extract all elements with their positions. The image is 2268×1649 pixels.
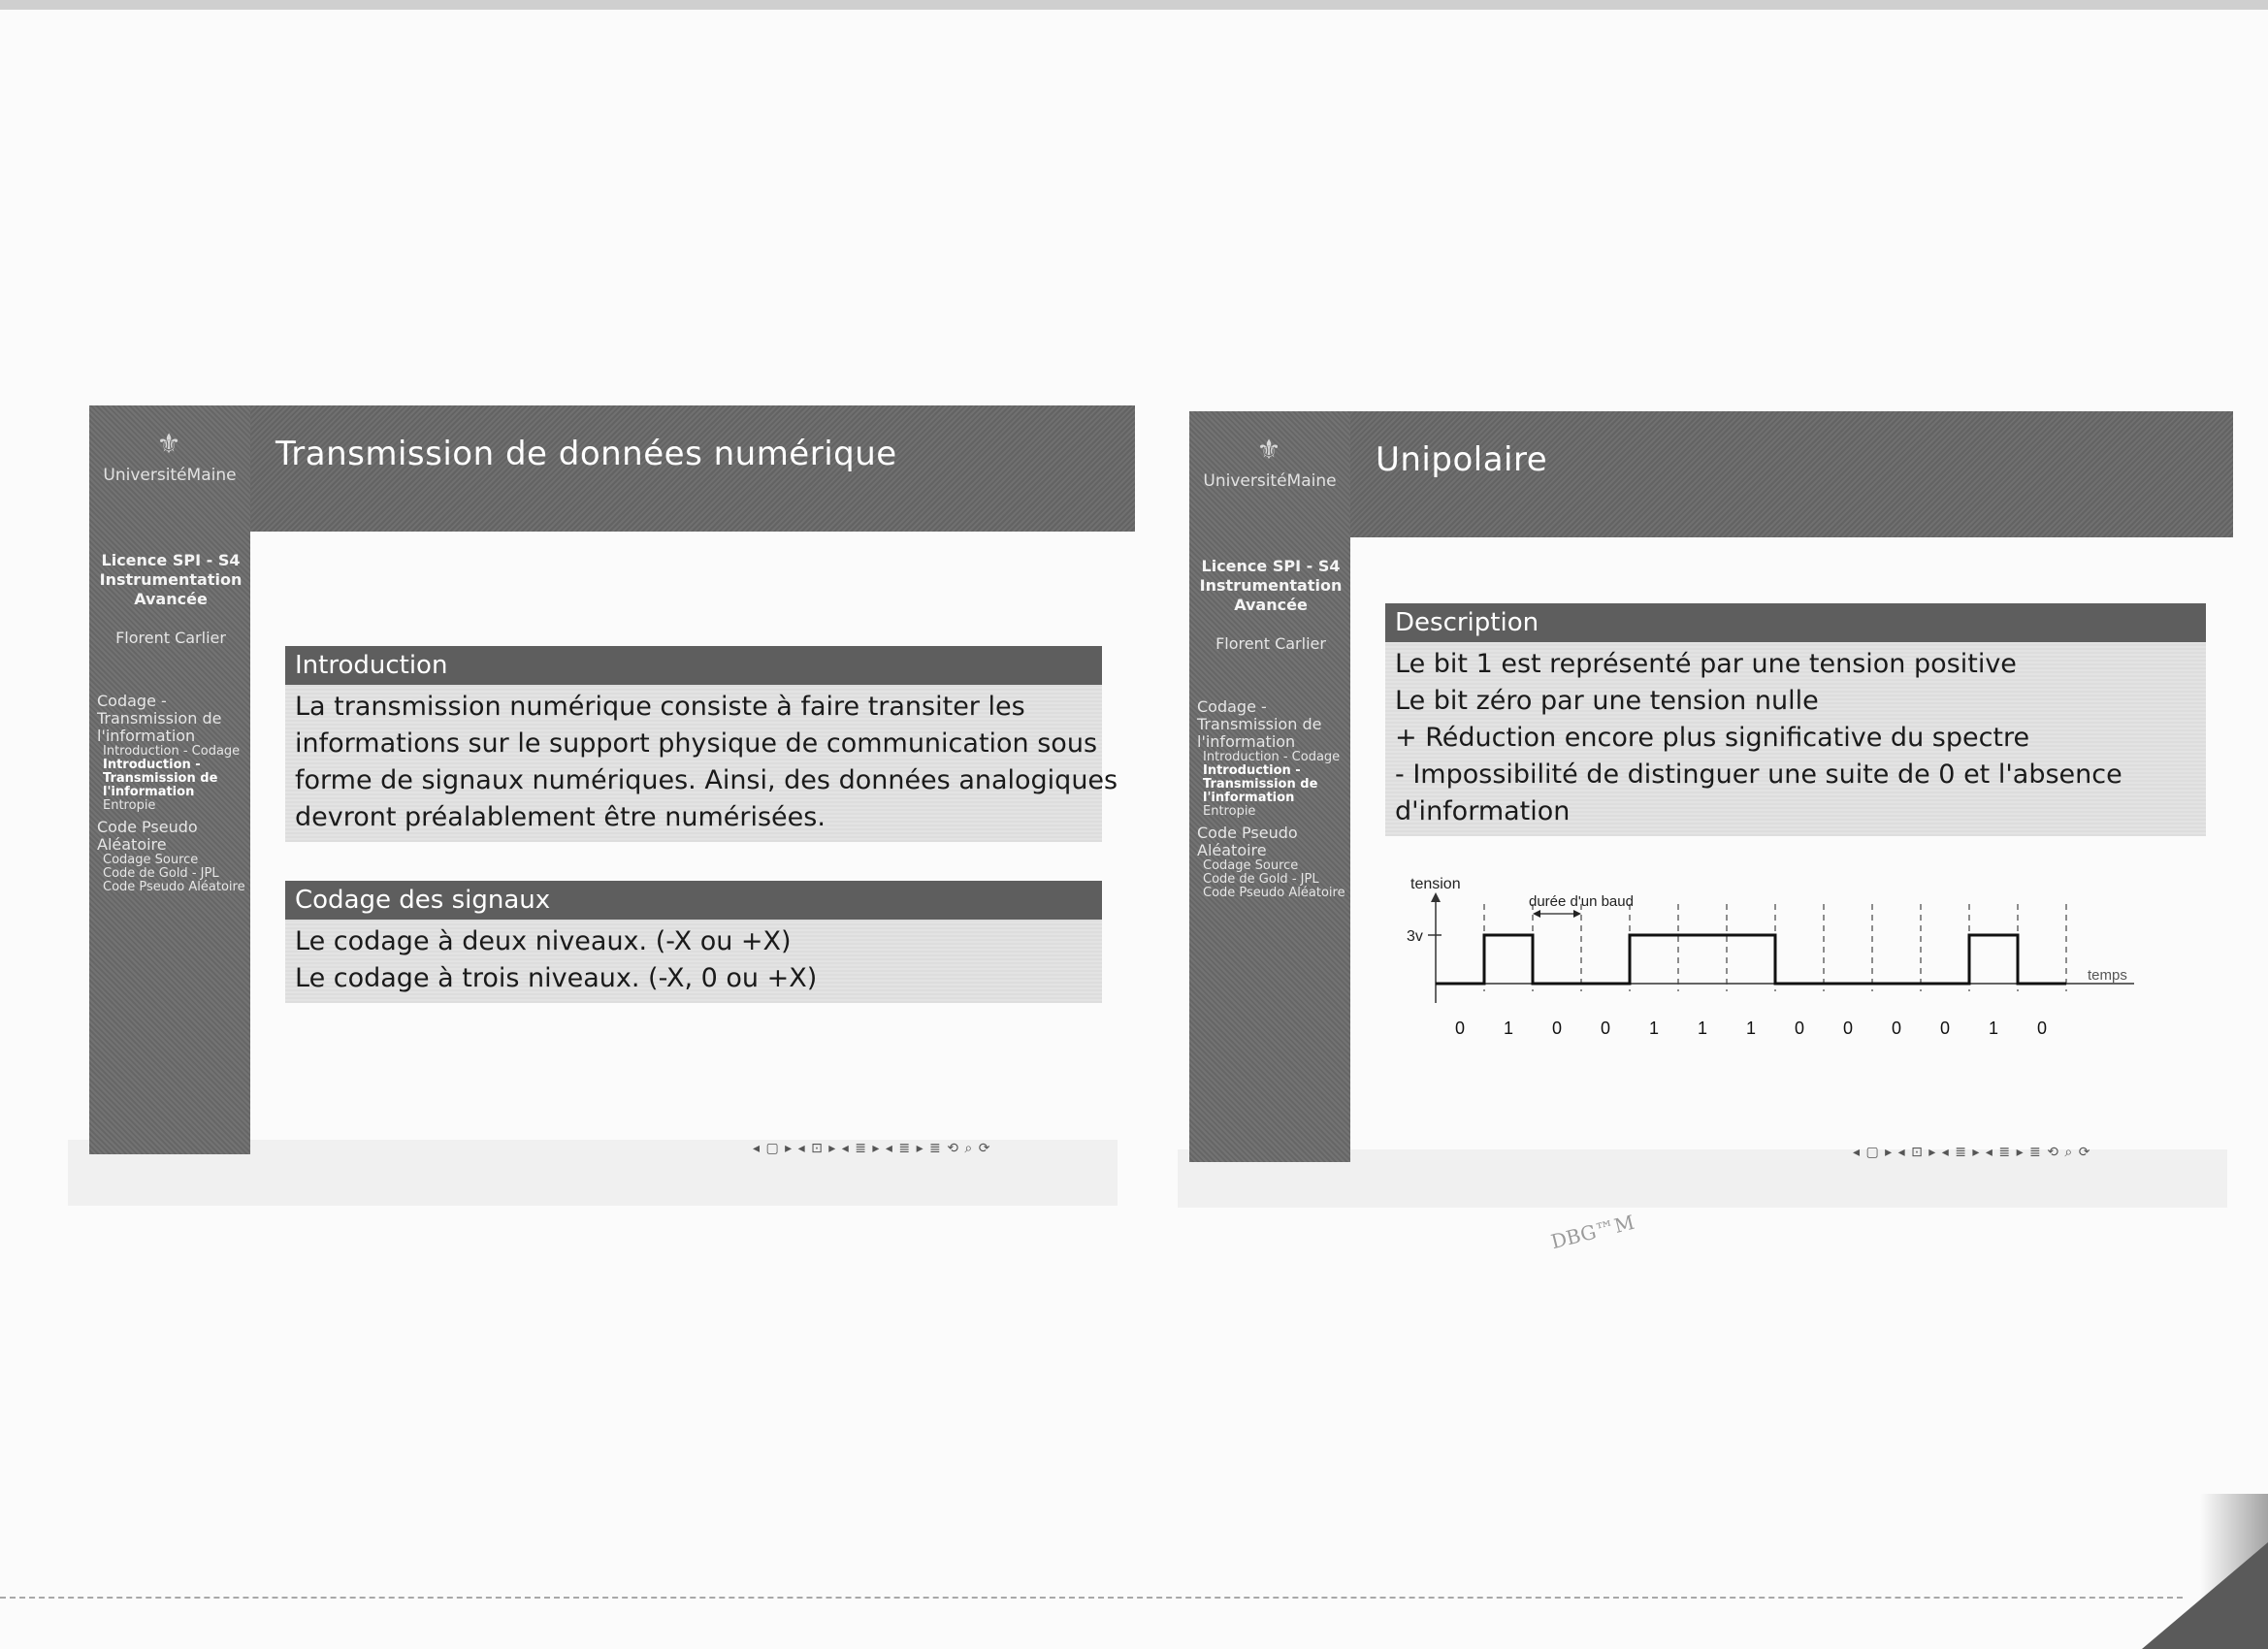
- unipolar-signal-chart: [1407, 877, 2202, 1042]
- sidebar-author: Florent Carlier: [1215, 634, 1326, 653]
- block-line: forme de signaux numériques. Ainsi, des données analogiques: [295, 765, 1118, 795]
- sidebar-nav-item[interactable]: Introduction - Transmission de l'information: [1203, 763, 1318, 805]
- bit-label: 1: [1745, 1018, 1757, 1038]
- baud-annotation-label: durée d'un baud: [1529, 893, 1634, 910]
- university-crest-icon: ⚜: [156, 428, 181, 460]
- scan-top-edge: [0, 0, 2268, 10]
- block-heading: Codage des signaux: [285, 881, 1102, 920]
- block-line: Le codage à deux niveaux. (-X ou +X): [295, 926, 792, 956]
- bit-label: 0: [1842, 1018, 1854, 1038]
- handwritten-note: DBG™M: [1548, 1210, 1637, 1254]
- bit-label: 0: [1891, 1018, 1902, 1038]
- sidebar-nav-item[interactable]: Code Pseudo Aléatoire: [1197, 824, 1298, 859]
- sidebar-nav-item[interactable]: Introduction - Codage: [103, 744, 241, 759]
- x-axis-label: temps: [2088, 967, 2127, 984]
- codage-block: [285, 881, 1102, 1003]
- sidebar-nav-item[interactable]: Code de Gold - JPL: [103, 866, 219, 881]
- university-logo: [97, 429, 243, 487]
- sidebar-nav-item[interactable]: Code de Gold - JPL: [1203, 872, 1319, 887]
- beamer-navigation[interactable]: ◂ ▢ ▸ ◂ ⊡ ▸ ◂ ≣ ▸ ◂ ≣ ▸ ≣ ⟲ ⌕ ⟳: [753, 1141, 991, 1156]
- slide-2: [1189, 411, 2233, 1162]
- slide-title: Transmission de données numérique: [275, 435, 897, 473]
- bit-label: 1: [1648, 1018, 1660, 1038]
- university-logo: [1197, 435, 1343, 493]
- bit-label: 0: [1454, 1018, 1466, 1038]
- bit-label: 0: [1551, 1018, 1563, 1038]
- block-line: - Impossibilité de distinguer une suite de 0 et l'absence: [1395, 760, 2122, 790]
- title-bar: [1350, 411, 2233, 537]
- sidebar-nav-item[interactable]: Codage - Transmission de l'information: [97, 692, 222, 745]
- signal-waveform: [1436, 935, 2066, 984]
- baud-arrow-right: [1573, 910, 1581, 918]
- university-crest-icon: ⚜: [1256, 434, 1281, 466]
- block-line: Le bit zéro par une tension nulle: [1395, 686, 1819, 716]
- sidebar-nav-item[interactable]: Introduction - Codage: [1203, 750, 1341, 764]
- sidebar-nav: [97, 687, 248, 894]
- sidebar-nav-item[interactable]: Code Pseudo Aléatoire: [1203, 886, 1345, 900]
- scan-corner: [2142, 1542, 2268, 1649]
- sidebar: [1189, 411, 1350, 1162]
- block-line: informations sur le support physique de communication sous: [295, 728, 1098, 759]
- block-body: [1385, 642, 2206, 836]
- bit-label: 1: [1988, 1018, 1999, 1038]
- scan-fold-line: [0, 1597, 2183, 1599]
- slide-1: [89, 405, 1135, 1154]
- bit-label: 0: [1794, 1018, 1805, 1038]
- sidebar-nav-item[interactable]: Codage - Transmission de l'information: [1197, 697, 1322, 751]
- block-heading: Introduction: [285, 646, 1102, 685]
- logo-text: UniversitéMaine: [1203, 471, 1337, 491]
- logo-text: UniversitéMaine: [103, 466, 237, 485]
- baud-arrow-left: [1533, 910, 1540, 918]
- y-axis-label: tension: [1410, 877, 1461, 892]
- block-line: d'information: [1395, 796, 1571, 826]
- block-line: devront préalablement être numérisées.: [295, 802, 826, 832]
- y-tick-label: 3v: [1407, 928, 1423, 945]
- bit-label: 0: [1600, 1018, 1611, 1038]
- sidebar-nav-item[interactable]: Codage Source: [1203, 858, 1299, 873]
- bit-label: 0: [2036, 1018, 2048, 1038]
- sidebar-nav-item[interactable]: Codage Source: [103, 853, 199, 867]
- sidebar-nav-item[interactable]: Code Pseudo Aléatoire: [97, 818, 198, 854]
- sidebar-nav-item[interactable]: Entropie: [103, 798, 156, 813]
- block-heading: Description: [1385, 603, 2206, 642]
- title-bar: [250, 405, 1135, 532]
- sidebar-nav-item[interactable]: Introduction - Transmission de l'information: [103, 758, 218, 799]
- block-line: Le bit 1 est représenté par une tension positive: [1395, 649, 2017, 679]
- slide-title: Unipolaire: [1376, 440, 1548, 479]
- beamer-navigation[interactable]: ◂ ▢ ▸ ◂ ⊡ ▸ ◂ ≣ ▸ ◂ ≣ ▸ ≣ ⟲ ⌕ ⟳: [1853, 1145, 2091, 1160]
- sidebar: [89, 405, 250, 1154]
- block-body: [285, 920, 1102, 1003]
- sidebar-course-title: Licence SPI - S4 Instrumentation Avancée: [1199, 557, 1343, 614]
- block-body: [285, 685, 1118, 842]
- sidebar-course-title: Licence SPI - S4 Instrumentation Avancée: [99, 551, 243, 608]
- bit-label: 1: [1697, 1018, 1708, 1038]
- sidebar-nav: [1197, 693, 1348, 900]
- intro-block: [285, 646, 1118, 842]
- bit-label: 0: [1939, 1018, 1951, 1038]
- sidebar-author: Florent Carlier: [115, 629, 226, 647]
- description-block: [1385, 603, 2206, 836]
- y-axis-arrow: [1431, 892, 1441, 902]
- sidebar-nav-item[interactable]: Entropie: [1203, 804, 1256, 819]
- block-line: La transmission numérique consiste à faire transiter les: [295, 692, 1025, 722]
- sidebar-nav-item[interactable]: Code Pseudo Aléatoire: [103, 880, 245, 894]
- bit-label: 1: [1503, 1018, 1514, 1038]
- block-line: + Réduction encore plus significative du spectre: [1395, 723, 2030, 753]
- block-line: Le codage à trois niveaux. (-X, 0 ou +X): [295, 963, 818, 993]
